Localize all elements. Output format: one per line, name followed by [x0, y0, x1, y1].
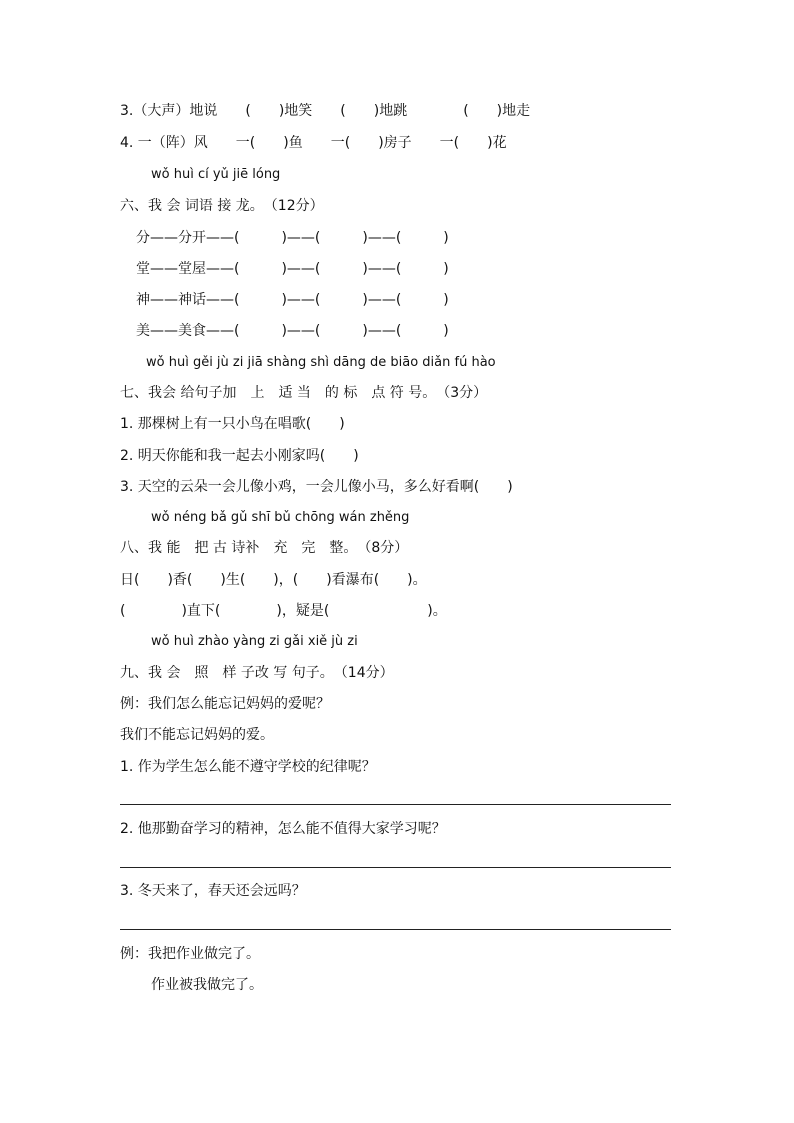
s7-title: 七、我会 给句子加 上 适 当 的 标 点 符 号。 （3分）	[120, 385, 488, 401]
s7-pinyin: wǒ huì gěi jù zi jiā shàng shì dāng de biāo diǎn fú hào	[146, 355, 496, 370]
s9-example-2-answer: 作业被我做完了。	[151, 977, 263, 993]
answer-line-1[interactable]	[120, 804, 671, 805]
s8-poem-line-2: ( )直下( )，疑是( )。	[120, 603, 447, 619]
s9-example-1-answer: 我们不能忘记妈妈的爱。	[120, 727, 274, 743]
s9-example-1: 例：我们怎么能忘记妈妈的爱呢？	[120, 696, 330, 712]
s9-pinyin: wǒ huì zhào yàng zi gǎi xiě jù zi	[151, 634, 358, 649]
s9-item-1: 1. 作为学生怎么能不遵守学校的纪律呢？	[120, 759, 376, 775]
q5-item-4: 4. 一（阵）风 一( )鱼 一( )房子 一( )花	[120, 135, 507, 151]
answer-line-3[interactable]	[120, 929, 671, 930]
s7-item-3: 3. 天空的云朵一会儿像小鸡，一会儿像小马，多么好看啊( )	[120, 479, 513, 495]
s6-row-1: 分——分开——( )——( )——( )	[136, 230, 449, 246]
s6-row-2: 堂——堂屋——( )——( )——( )	[136, 261, 449, 277]
s7-item-1: 1. 那棵树上有一只小鸟在唱歌( )	[120, 416, 345, 432]
s6-pinyin: wǒ huì cí yǔ jiē lóng	[151, 167, 281, 182]
q5-item-3: 3.（大声）地说 ( )地笑 ( )地跳 ( )地走	[120, 103, 531, 119]
s8-pinyin: wǒ néng bǎ gǔ shī bǔ chōng wán zhěng	[151, 510, 410, 525]
s6-row-3: 神——神话——( )——( )——( )	[136, 292, 449, 308]
s9-example-2: 例：我把作业做完了。	[120, 946, 260, 962]
s9-title: 九、我 会 照 样 子改 写 句子。 （14分）	[120, 665, 394, 681]
s6-row-4: 美——美食——( )——( )——( )	[136, 323, 449, 339]
s8-title: 八、我 能 把 古 诗补 充 完 整。 （8分）	[120, 540, 409, 556]
s7-item-2: 2. 明天你能和我一起去小刚家吗( )	[120, 448, 359, 464]
s8-poem-line-1: 日( )香( )生( )，( )看瀑布( )。	[120, 572, 427, 588]
s6-title: 六、我 会 词语 接 龙。 （12分）	[120, 198, 324, 214]
s9-item-2: 2. 他那勤奋学习的精神，怎么能不值得大家学习呢？	[120, 821, 446, 837]
answer-line-2[interactable]	[120, 867, 671, 868]
s9-item-3: 3. 冬天来了，春天还会远吗？	[120, 883, 306, 899]
